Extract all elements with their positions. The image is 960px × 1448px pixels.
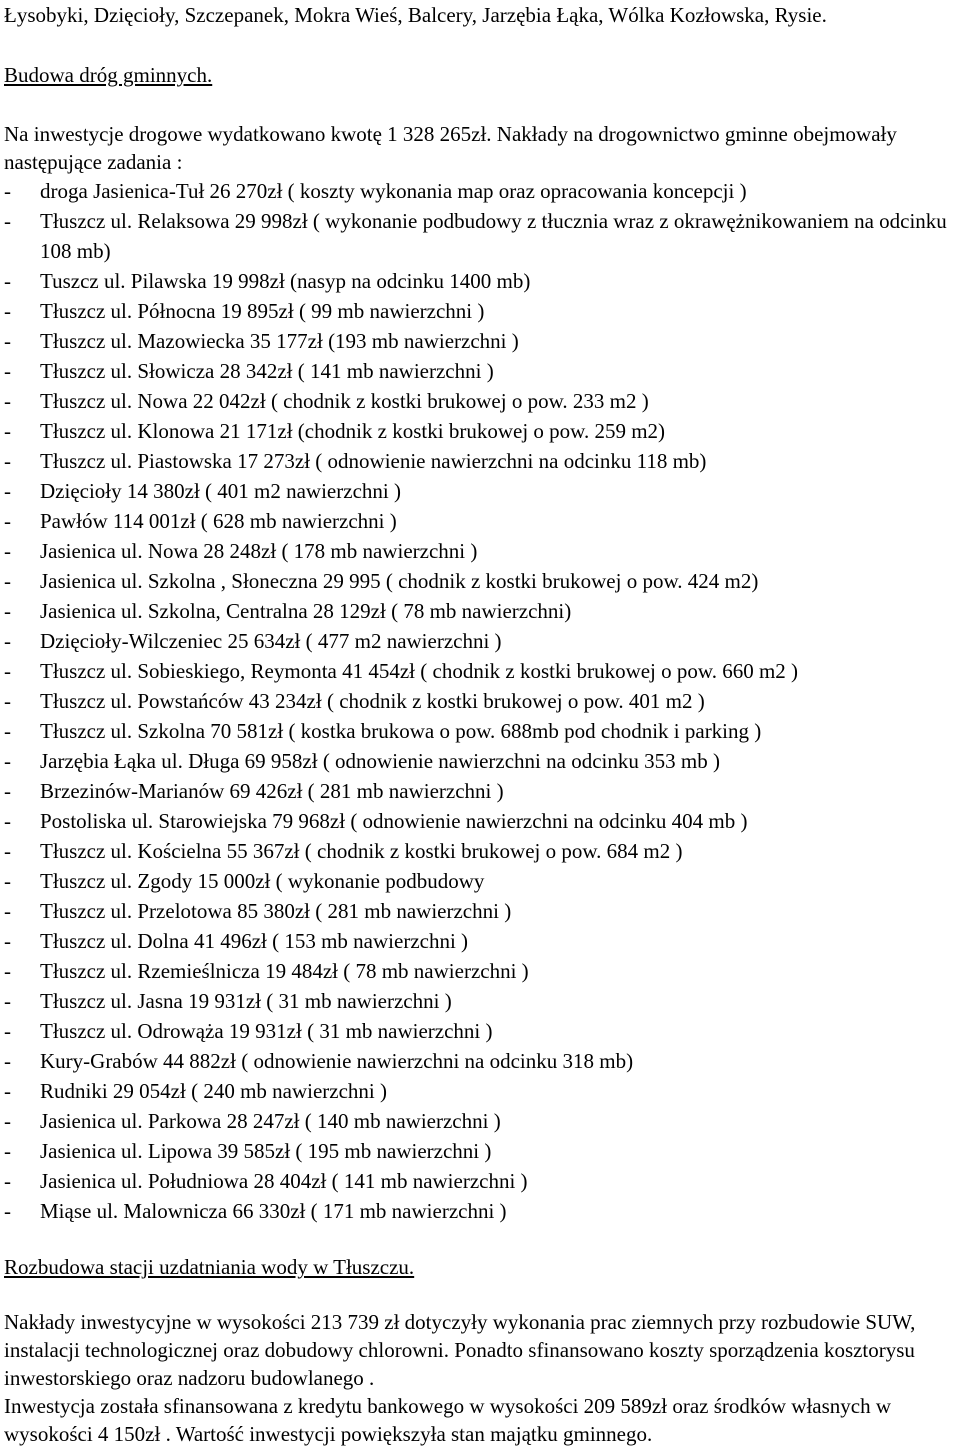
road-task-item: [4, 596, 956, 626]
list-bullet-dash: -: [4, 479, 11, 503]
road-task-text: Tłuszcz ul. Północna 19 895zł ( 99 mb nawierzchni ): [40, 299, 485, 323]
list-bullet-dash: -: [4, 1199, 11, 1223]
road-task-item: [4, 266, 956, 296]
list-bullet-dash: -: [4, 449, 11, 473]
road-task-text: droga Jasienica-Tuł 26 270zł ( koszty wykonania map oraz opracowania koncepcji ): [40, 179, 747, 203]
road-task-item: [4, 206, 956, 266]
list-bullet-dash: -: [4, 1019, 11, 1043]
road-task-text: Tłuszcz ul. Przelotowa 85 380zł ( 281 mb nawierzchni ): [40, 899, 512, 923]
road-tasks-list: [4, 176, 956, 1226]
list-bullet-dash: -: [4, 629, 11, 653]
road-task-item: [4, 296, 956, 326]
road-task-item: [4, 926, 956, 956]
road-task-item: [4, 746, 956, 776]
road-task-item: [4, 1016, 956, 1046]
road-task-text: Jasienica ul. Parkowa 28 247zł ( 140 mb nawierzchni ): [40, 1109, 501, 1133]
list-bullet-dash: -: [4, 1139, 11, 1163]
road-task-item: [4, 716, 956, 746]
road-task-item: [4, 416, 956, 446]
document-page: [4, 0, 956, 1448]
road-task-text: Jarzębia Łąka ul. Długa 69 958zł ( odnowienie nawierzchni na odcinku 353 mb ): [40, 749, 720, 773]
road-task-item: [4, 1196, 956, 1226]
list-bullet-dash: -: [4, 269, 11, 293]
header-line: Łysobyki, Dzięcioły, Szczepanek, Mokra Wieś, Balcery, Jarzębia Łąka, Wólka Kozłowska, Rysie.: [4, 3, 827, 27]
road-task-item: [4, 566, 956, 596]
list-bullet-dash: -: [4, 749, 11, 773]
road-task-text: Tłuszcz ul. Klonowa 21 171zł (chodnik z kostki brukowej o pow. 259 m2): [40, 419, 666, 443]
road-task-item: [4, 536, 956, 566]
road-task-item: [4, 1076, 956, 1106]
water-paragraph-2: Inwestycja została sfinansowana z kredytu bankowego w wysokości 209 589zł oraz środków własnych w wysokości 4 150zł . Wartość inwestycji powiększyła stan majątku gminnego.: [4, 1394, 892, 1446]
road-task-text: Tłuszcz ul. Zgody 15 000zł ( wykonanie podbudowy: [40, 869, 485, 893]
roads-intro: Na inwestycje drogowe wydatkowano kwotę 1 328 265zł. Nakłady na drogownictwo gminne obejmowały następujące zadania :: [4, 122, 897, 174]
list-bullet-dash: -: [4, 839, 11, 863]
list-bullet-dash: -: [4, 569, 11, 593]
list-bullet-dash: -: [4, 809, 11, 833]
road-task-text: Jasienica ul. Nowa 28 248zł ( 178 mb nawierzchni ): [40, 539, 478, 563]
road-task-item: [4, 986, 956, 1016]
list-bullet-dash: -: [4, 929, 11, 953]
list-bullet-dash: -: [4, 779, 11, 803]
road-task-item: [4, 896, 956, 926]
list-bullet-dash: -: [4, 419, 11, 443]
road-task-item: [4, 446, 956, 476]
list-bullet-dash: -: [4, 179, 11, 203]
road-task-text: Jasienica ul. Szkolna, Centralna 28 129zł ( 78 mb nawierzchni): [40, 599, 572, 623]
road-task-item: [4, 1166, 956, 1196]
road-task-text: Tłuszcz ul. Powstańców 43 234zł ( chodnik z kostki brukowej o pow. 401 m2 ): [40, 689, 705, 713]
road-task-text: Tłuszcz ul. Kościelna 55 367zł ( chodnik z kostki brukowej o pow. 684 m2 ): [40, 839, 683, 863]
road-task-item: [4, 506, 956, 536]
road-task-text: Pawłów 114 001zł ( 628 mb nawierzchni ): [40, 509, 397, 533]
road-task-item: [4, 476, 956, 506]
road-task-text: Tłuszcz ul. Rzemieślnicza 19 484zł ( 78 mb nawierzchni ): [40, 959, 529, 983]
road-task-item: [4, 1046, 956, 1076]
list-bullet-dash: -: [4, 719, 11, 743]
road-task-text: Postoliska ul. Starowiejska 79 968zł ( odnowienie nawierzchni na odcinku 404 mb ): [40, 809, 748, 833]
list-bullet-dash: -: [4, 1109, 11, 1133]
road-task-item: [4, 176, 956, 206]
list-bullet-dash: -: [4, 209, 11, 233]
road-task-text: Tłuszcz ul. Nowa 22 042zł ( chodnik z kostki brukowej o pow. 233 m2 ): [40, 389, 649, 413]
list-bullet-dash: -: [4, 989, 11, 1013]
water-heading: Rozbudowa stacji uzdatniania wody w Tłuszczu.: [4, 1255, 415, 1279]
road-task-item: [4, 686, 956, 716]
road-task-text: Kury-Grabów 44 882zł ( odnowienie nawierzchni na odcinku 318 mb): [40, 1049, 634, 1073]
list-bullet-dash: -: [4, 389, 11, 413]
road-task-text: Jasienica ul. Południowa 28 404zł ( 141 mb nawierzchni ): [40, 1169, 528, 1193]
road-task-item: [4, 836, 956, 866]
road-task-item: [4, 626, 956, 656]
road-task-item: [4, 776, 956, 806]
road-task-item: [4, 866, 956, 896]
list-bullet-dash: -: [4, 599, 11, 623]
list-bullet-dash: -: [4, 359, 11, 383]
road-task-item: [4, 656, 956, 686]
list-bullet-dash: -: [4, 1049, 11, 1073]
road-task-text: Jasienica ul. Szkolna , Słoneczna 29 995 ( chodnik z kostki brukowej o pow. 424 m2): [40, 569, 759, 593]
road-task-text: Tłuszcz ul. Piastowska 17 273zł ( odnowienie nawierzchni na odcinku 118 mb): [40, 449, 707, 473]
road-task-text: Tłuszcz ul. Szkolna 70 581zł ( kostka brukowa o pow. 688mb pod chodnik i parking ): [40, 719, 762, 743]
road-task-text: Tłuszcz ul. Mazowiecka 35 177zł (193 mb nawierzchni ): [40, 329, 519, 353]
road-task-text: Tłuszcz ul. Relaksowa 29 998zł ( wykonanie podbudowy z tłucznia wraz z okrawężnikowaniem na odcinku 108 mb): [40, 209, 947, 263]
list-bullet-dash: -: [4, 1169, 11, 1193]
road-task-text: Tłuszcz ul. Dolna 41 496zł ( 153 mb nawierzchni ): [40, 929, 469, 953]
road-task-item: [4, 386, 956, 416]
list-bullet-dash: -: [4, 659, 11, 683]
roads-heading: Budowa dróg gminnych.: [4, 63, 213, 87]
road-task-item: [4, 956, 956, 986]
list-bullet-dash: -: [4, 869, 11, 893]
road-task-text: Dzięcioły 14 380zł ( 401 m2 nawierzchni ): [40, 479, 401, 503]
list-bullet-dash: -: [4, 539, 11, 563]
road-task-text: Tuszcz ul. Pilawska 19 998zł (nasyp na odcinku 1400 mb): [40, 269, 531, 293]
road-task-text: Tłuszcz ul. Jasna 19 931zł ( 31 mb nawierzchni ): [40, 989, 452, 1013]
road-task-text: Jasienica ul. Lipowa 39 585zł ( 195 mb nawierzchni ): [40, 1139, 492, 1163]
road-task-text: Tłuszcz ul. Słowicza 28 342zł ( 141 mb nawierzchni ): [40, 359, 494, 383]
list-bullet-dash: -: [4, 899, 11, 923]
road-task-text: Miąse ul. Malownicza 66 330zł ( 171 mb nawierzchni ): [40, 1199, 507, 1223]
road-task-text: Tłuszcz ul. Sobieskiego, Reymonta 41 454zł ( chodnik z kostki brukowej o pow. 660 m2 ): [40, 659, 799, 683]
list-bullet-dash: -: [4, 329, 11, 353]
road-task-text: Brzezinów-Marianów 69 426zł ( 281 mb nawierzchni ): [40, 779, 504, 803]
road-task-item: [4, 1106, 956, 1136]
water-paragraph-1: Nakłady inwestycyjne w wysokości 213 739 zł dotyczyły wykonania prac ziemnych przy rozbudowie SUW, instalacji technologicznej oraz dobudowy chlorowni. Ponadto sfinansowano koszty sporządzenia kosztorysu inwestorskiego oraz nadzoru budowlanego .: [4, 1310, 916, 1390]
road-task-item: [4, 326, 956, 356]
road-task-item: [4, 806, 956, 836]
road-task-text: Dzięcioły-Wilczeniec 25 634zł ( 477 m2 nawierzchni ): [40, 629, 502, 653]
road-task-text: Tłuszcz ul. Odrowąża 19 931zł ( 31 mb nawierzchni ): [40, 1019, 493, 1043]
list-bullet-dash: -: [4, 689, 11, 713]
list-bullet-dash: -: [4, 1079, 11, 1103]
list-bullet-dash: -: [4, 299, 11, 323]
road-task-item: [4, 1136, 956, 1166]
list-bullet-dash: -: [4, 959, 11, 983]
list-bullet-dash: -: [4, 509, 11, 533]
road-task-item: [4, 356, 956, 386]
road-task-text: Rudniki 29 054zł ( 240 mb nawierzchni ): [40, 1079, 388, 1103]
